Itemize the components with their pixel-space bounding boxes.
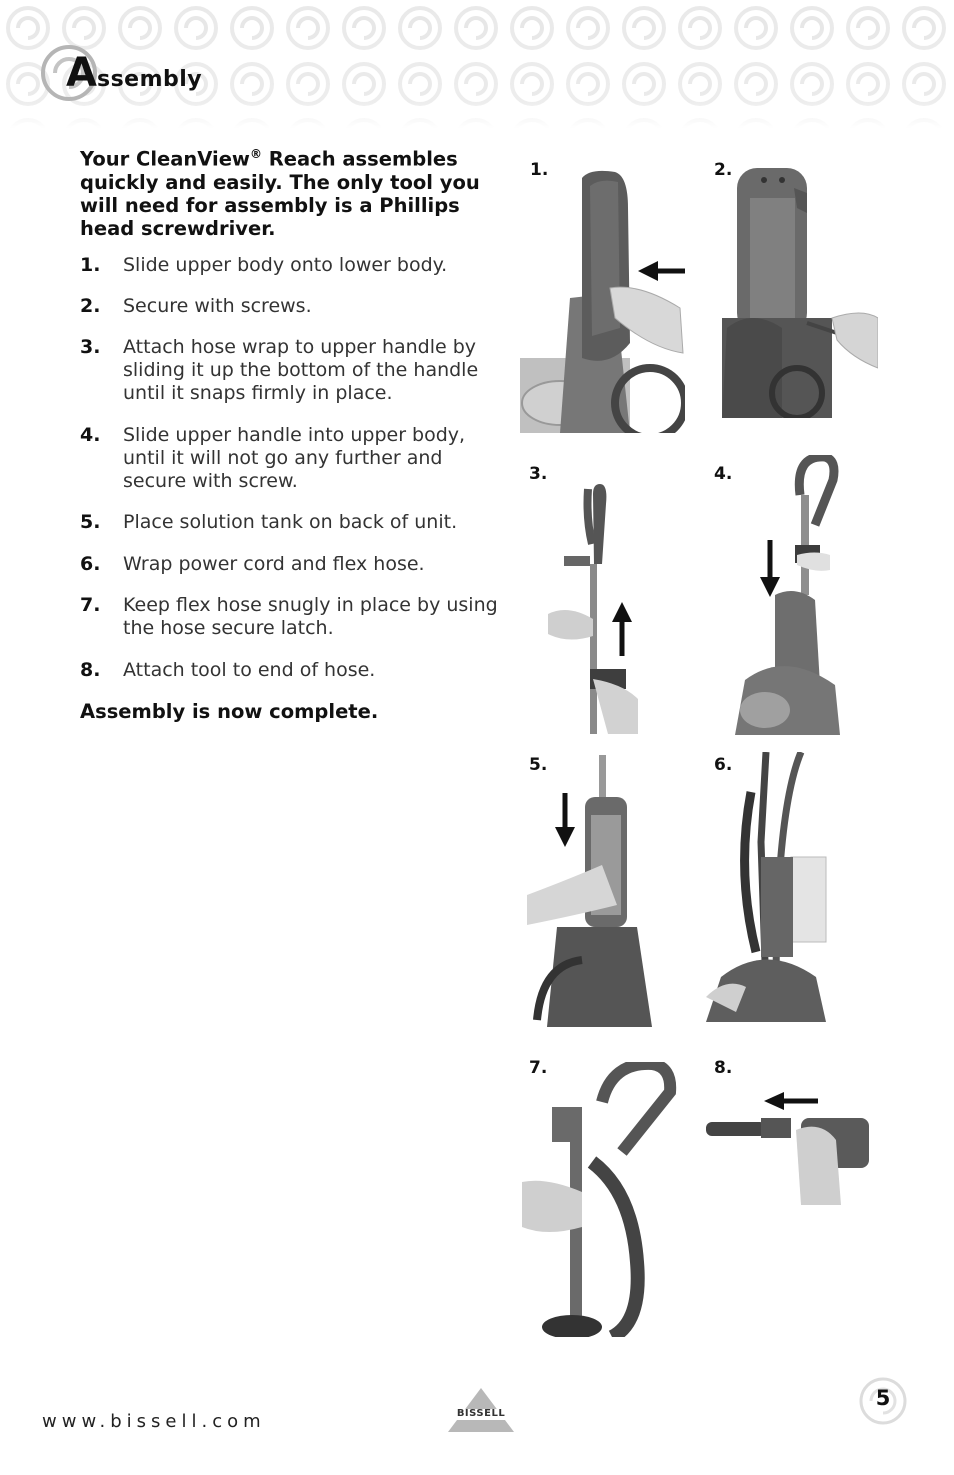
step-text: Attach tool to end of hose. — [123, 659, 376, 681]
figure-label-3: 3. — [529, 464, 548, 484]
step-text: Slide upper body onto lower body. — [123, 254, 448, 276]
figure-label-6: 6. — [714, 755, 733, 775]
step-7 — [80, 594, 510, 640]
left-arrow-icon — [638, 261, 685, 281]
left-arrow-icon — [764, 1092, 818, 1110]
figure-label-5: 5. — [529, 755, 548, 775]
step-4 — [80, 424, 510, 493]
figure-2-secure-screws — [712, 168, 878, 418]
page-title-rest: ssembly — [96, 67, 203, 92]
step-number: 7. — [80, 594, 101, 616]
figure-7-hose-latch — [522, 1062, 677, 1337]
figure-1-slide-upper-body — [520, 168, 685, 433]
figure-label-7: 7. — [529, 1058, 548, 1078]
figure-5-solution-tank — [527, 755, 657, 1027]
step-number: 4. — [80, 424, 101, 446]
step-text: Secure with screws. — [123, 295, 312, 317]
down-arrow-icon — [760, 540, 780, 597]
step-number: 6. — [80, 553, 101, 575]
bissell-logo — [448, 1388, 514, 1432]
intro-text-end: Reach assembles quickly and easily. The only tool you will need for assembly is a Phillips head screwdriver. — [80, 147, 480, 240]
figure-4-upper-handle — [735, 455, 855, 735]
up-arrow-icon — [612, 602, 632, 656]
step-number: 8. — [80, 659, 101, 681]
registered-mark: ® — [249, 147, 262, 161]
step-text: Wrap power cord and flex hose. — [123, 553, 425, 575]
page-number-badge — [858, 1376, 908, 1426]
brand-name: BISSELL — [456, 1408, 506, 1419]
figure-label-4: 4. — [714, 464, 733, 484]
intro-paragraph — [80, 143, 500, 240]
down-arrow-icon — [555, 793, 575, 847]
step-text: Attach hose wrap to upper handle by sliding it up the bottom of the handle until it snaps firmly in place. — [123, 336, 479, 404]
step-1 — [80, 254, 520, 277]
step-5 — [80, 511, 520, 534]
step-text: Place solution tank on back of unit. — [123, 511, 458, 533]
step-number: 3. — [80, 336, 101, 358]
figure-8-attach-tool — [706, 1090, 871, 1205]
figure-label-1: 1. — [530, 160, 549, 180]
step-3 — [80, 336, 510, 405]
page-number: 5 — [875, 1386, 891, 1410]
website-url: www.bissell.com — [42, 1411, 266, 1432]
step-8 — [80, 659, 520, 682]
page-title — [66, 50, 202, 96]
figure-label-8: 8. — [714, 1058, 733, 1078]
intro-text-start: Your CleanView — [80, 147, 250, 171]
figure-3-hose-wrap — [548, 484, 638, 734]
figure-6-wrap-cord — [706, 752, 831, 1030]
assembly-complete-text: Assembly is now complete. — [80, 700, 379, 723]
figure-label-2: 2. — [714, 160, 733, 180]
step-number: 5. — [80, 511, 101, 533]
page-title-initial: A — [66, 50, 97, 96]
step-text: Keep flex hose snugly in place by using the hose secure latch. — [123, 594, 498, 639]
step-2 — [80, 295, 520, 318]
step-number: 1. — [80, 254, 101, 276]
step-text: Slide upper handle into upper body, until it will not go any further and secure with screw. — [123, 424, 466, 492]
step-6 — [80, 553, 520, 576]
step-number: 2. — [80, 295, 101, 317]
